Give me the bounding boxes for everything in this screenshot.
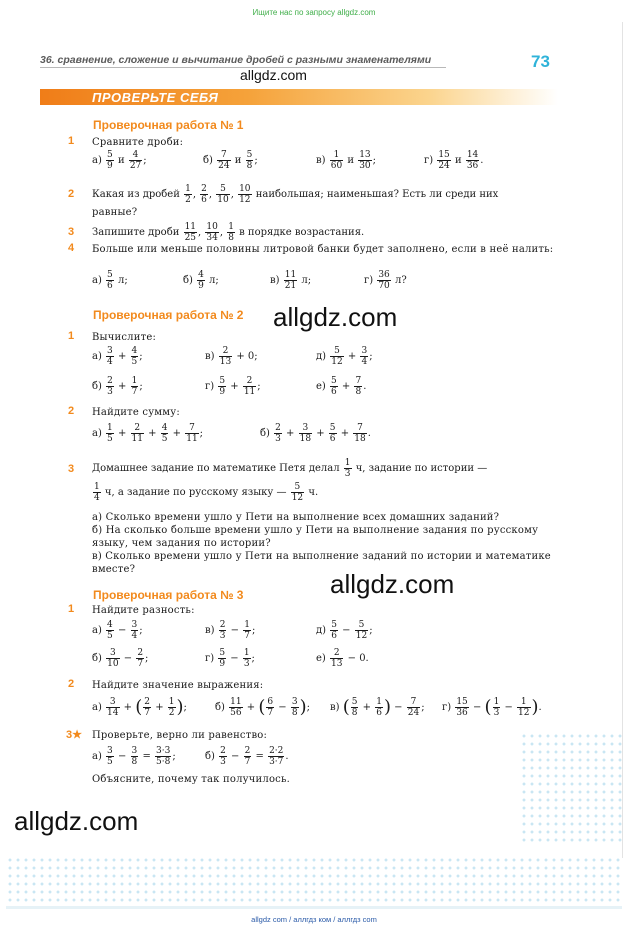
watermark-2: allgdz.com: [273, 302, 398, 332]
calc-item-a: а) $\frac{3}{4}$ + $\frac{4}{5}$ ;: [92, 346, 143, 367]
watermark-4: allgdz.com: [14, 806, 139, 836]
unit: л?: [394, 275, 407, 286]
task-number: 3: [68, 226, 75, 238]
task-number: 1: [68, 603, 75, 615]
task-text: Запишите дроби: [92, 227, 180, 238]
sum-item-a: а) $\frac{1}{5}$ + $\frac{2}{11}$ + $\frac{4}{5}$ + $\frac{7}{11}$ ;: [92, 423, 204, 444]
calc-item-b: б) $\frac{2}{3}$ + $\frac{1}{7}$ ;: [92, 376, 143, 397]
banner-text: ПРОВЕРЬТЕ СЕБЯ: [92, 90, 219, 105]
watermark-3: allgdz.com: [330, 569, 455, 599]
task-2-line-1: Какая из дробей $\frac{1}{2}$ , $\frac{2}{6}$ , $\frac{5}{10}$ , $\frac{10}{12}$ наибольшая; наименьшая? Есть ли среди них: [92, 184, 499, 205]
watermark-1: allgdz.com: [240, 67, 307, 83]
jar-item-a: а) $\frac{5}{6}$ л;: [92, 270, 128, 291]
task-text: Какая из дробей: [92, 189, 180, 200]
compare-item-b: б) $\frac{7}{24}$ и $\frac{5}{8}$ ;: [203, 150, 258, 171]
calc-item-d: д) $\frac{5}{12}$ + $\frac{3}{4}$ ;: [316, 346, 373, 367]
task-text: ч, задание по истории —: [355, 463, 488, 474]
task-number: 1: [68, 330, 75, 342]
task-3-line-2: $\frac{1}{4}$ ч, а задание по русскому языку — $\frac{5}{12}$ ч.: [94, 482, 319, 503]
diff-item-v: в) $\frac{2}{3}$ − $\frac{1}{7}$ ;: [205, 620, 256, 641]
task-number: 2: [68, 188, 75, 200]
equality-item-b: б) $\frac{2}{3}$ − $\frac{2}{7}$ = $\frac{2\cdot 2}{3\cdot 7}$ .: [205, 746, 289, 767]
page-number: 73: [531, 52, 550, 71]
expr-item-g: г) $\frac{15}{36}$ − ( $\frac{1}{3}$ − $\frac{1}{12}$ ).: [442, 696, 542, 718]
equality-item-a: а) $\frac{3}{5}$ − $\frac{3}{8}$ = $\frac{3\cdot 3}{5\cdot 8}$ ;: [92, 746, 176, 767]
expr-item-v: в) ( $\frac{5}{8}$ + $\frac{1}{6}$ ) − $\frac{7}{24}$ ;: [330, 696, 425, 718]
calc-item-g: г) $\frac{5}{9}$ + $\frac{2}{11}$ ;: [205, 376, 261, 397]
unit: л;: [209, 275, 219, 286]
task-text: Найдите сумму:: [92, 407, 180, 418]
question-v: в) Сколько времени ушло у Пети на выполнение заданий по истории и математике вместе?: [92, 551, 551, 575]
diff-item-b: б) $\frac{3}{10}$ − $\frac{2}{7}$ ;: [92, 648, 149, 669]
question-b: б) На сколько больше времени ушло у Пети на выполнение задания по русскому языку, чем задания по истории?: [92, 525, 539, 549]
expr-item-a: а) $\frac{3}{14}$ + ( $\frac{2}{7}$ + $\frac{1}{2}$ );: [92, 696, 187, 718]
task-number: 2: [68, 405, 75, 417]
task-text: Вычислите:: [92, 332, 157, 343]
task-text: наибольшая; наименьшая? Есть ли среди них: [255, 189, 499, 200]
unit: л;: [301, 275, 312, 286]
page-bottom-edge: [6, 906, 622, 909]
task-text: ч.: [308, 487, 319, 498]
task-text: Больше или меньше половины литровой банки будет заполнено, если в неё налить:: [92, 244, 554, 255]
compare-item-a: а) $\frac{5}{9}$ и $\frac{4}{27}$ ;: [92, 150, 147, 171]
work-3-title: Проверочная работа № 3: [93, 588, 244, 602]
task-text: Проверьте, верно ли равенство:: [92, 730, 268, 741]
task-text: Объясните, почему так получилось.: [92, 774, 291, 785]
work-1-title: Проверочная работа № 1: [93, 118, 244, 132]
jar-item-v: в) $\frac{11}{21}$ л;: [270, 270, 312, 291]
question-a: а) Сколько времени ушло у Пети на выполнение всех домашних заданий?: [92, 512, 500, 523]
work-2-title: Проверочная работа № 2: [93, 308, 244, 322]
compare-item-g: г) $\frac{15}{24}$ и $\frac{14}{36}$ .: [424, 150, 484, 171]
calc-item-e: е) $\frac{5}{6}$ + $\frac{7}{8}$ .: [316, 376, 367, 397]
task-number: 3: [68, 463, 75, 475]
header-title: 36. сравнение, сложение и вычитание дробей с разными знаменателями: [40, 54, 432, 66]
task-text: Домашнее задание по математике Петя делал: [92, 463, 340, 474]
task-text: равные?: [92, 207, 138, 218]
footer-note: allgdz com / аллгдз ком / аллгдз com: [251, 915, 377, 924]
task-number: 1: [68, 135, 75, 147]
diff-item-g: г) $\frac{5}{9}$ − $\frac{1}{3}$ ;: [205, 648, 255, 669]
task-number: 2: [68, 678, 75, 690]
unit: л;: [117, 275, 128, 286]
task-text: Найдите разность:: [92, 605, 195, 616]
decorative-dot-grid-right: [520, 732, 622, 842]
jar-item-b: б) $\frac{4}{9}$ л;: [183, 270, 219, 291]
diff-item-e: е) $\frac{2}{13}$ − 0.: [316, 648, 369, 669]
diff-item-d: д) $\frac{5}{6}$ − $\frac{5}{12}$ ;: [316, 620, 373, 641]
task-text: ч, а задание по русскому языку —: [104, 487, 287, 498]
task-text: Найдите значение выражения:: [92, 680, 264, 691]
jar-item-g: г) $\frac{36}{70}$ л?: [364, 270, 407, 291]
decorative-dot-grid-bottom: [6, 856, 622, 906]
compare-item-v: в) $\frac{1}{60}$ и $\frac{13}{30}$ ;: [316, 150, 377, 171]
check-yourself-banner: [40, 89, 558, 105]
task-number: 4: [68, 242, 75, 254]
diff-item-a: а) $\frac{4}{5}$ − $\frac{3}{4}$ ;: [92, 620, 143, 641]
calc-item-v: в) $\frac{2}{13}$ + 0;: [205, 346, 258, 367]
task-text: Сравните дроби:: [92, 137, 184, 148]
task-number: 3★: [66, 729, 82, 741]
task-3-line-1: Домашнее задание по математике Петя делал $\frac{1}{3}$ ч, задание по истории —: [92, 458, 488, 479]
task-3-line: Запишите дроби $\frac{11}{25}$ , $\frac{10}{34}$ , $\frac{1}{8}$ в порядке возрастания.: [92, 222, 365, 243]
sum-item-b: б) $\frac{2}{3}$ + $\frac{3}{18}$ + $\frac{5}{6}$ + $\frac{7}{18}$ .: [260, 423, 371, 444]
expr-item-b: б) $\frac{11}{56}$ + ( $\frac{6}{7}$ − $\frac{3}{8}$ );: [215, 696, 310, 718]
top-note: Ищите нас по запросу allgdz.com: [252, 8, 376, 17]
task-text: в порядке возрастания.: [239, 227, 365, 238]
